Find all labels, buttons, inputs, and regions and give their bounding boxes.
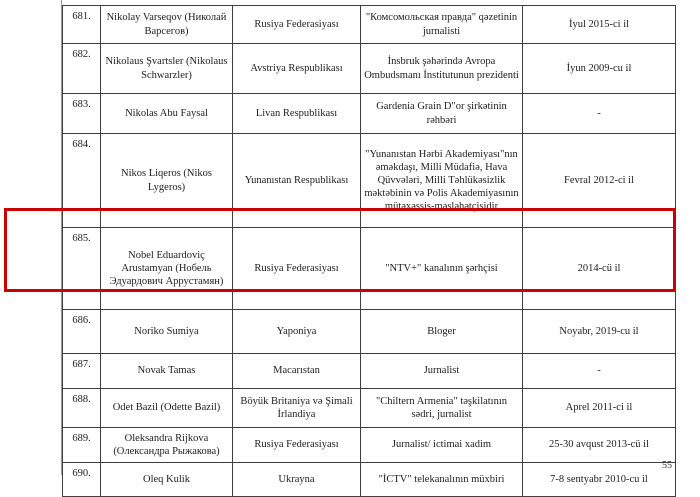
date: Aprel 2011-ci il <box>523 389 676 428</box>
occupation: "NTV+" kanalının şərhçisi <box>361 228 523 310</box>
row-number: 686. <box>63 310 101 354</box>
person-name: Nikolay Varseqov (Николай Варсегов) <box>101 6 233 44</box>
date: İyul 2015-ci il <box>523 6 676 44</box>
table-row <box>63 94 676 134</box>
table-body <box>63 6 676 497</box>
person-name: Oleksandra Rijkova (Олександра Рыжакова) <box>101 428 233 463</box>
row-number: 689. <box>63 428 101 463</box>
row-number: 683. <box>63 94 101 134</box>
page-number: 55 <box>662 460 672 471</box>
row-number: 682. <box>63 44 101 94</box>
row-number: 681. <box>63 6 101 44</box>
sanctioned-persons-table <box>62 5 676 497</box>
person-name: Nikolaus Şvartsler (Nikolaus Schwarzler) <box>101 44 233 94</box>
date: Fevral 2012-ci il <box>523 134 676 228</box>
occupation: "Комсомольская правда" qəzetinin jurnalisti <box>361 6 523 44</box>
person-name: Novak Tamas <box>101 354 233 389</box>
date: 7-8 sentyabr 2010-cu il <box>523 463 676 497</box>
occupation: Gardenia Grain D"or şirkətinin rəhbəri <box>361 94 523 134</box>
table-row-highlighted <box>63 228 676 310</box>
occupation: Bloger <box>361 310 523 354</box>
country: Ukrayna <box>233 463 361 497</box>
country: Böyük Britaniya və Şimali İrlandiya <box>233 389 361 428</box>
date: İyun 2009-cu il <box>523 44 676 94</box>
table-row <box>63 463 676 497</box>
table-row <box>63 6 676 44</box>
occupation: "Yunanıstan Hərbi Akademiyası"nın əməkdaşı, Milli Müdafiə, Hava Qüvvələri, Milli Təhlükəsizlik məktəbinin və Polis Akademiyasının mütəxəssis-məsləhətçisidir <box>361 134 523 228</box>
person-name: Nikolas Abu Faysal <box>101 94 233 134</box>
row-number: 684. <box>63 134 101 228</box>
occupation: İnsbruk şəhərində Avropa Ombudsmanı İnstitutunun prezidenti <box>361 44 523 94</box>
date: - <box>523 94 676 134</box>
country: Yunanıstan Respublikası <box>233 134 361 228</box>
country: Rusiya Federasiyası <box>233 428 361 463</box>
country: Yaponiya <box>233 310 361 354</box>
table-row <box>63 310 676 354</box>
person-name: Nobel Eduardoviç Arustamyan (Нобель Эдуардович Аррустамян) <box>101 228 233 310</box>
person-name: Oleq Kulik <box>101 463 233 497</box>
occupation: Jurnalist <box>361 354 523 389</box>
table-row <box>63 389 676 428</box>
date: Noyabr, 2019-cu il <box>523 310 676 354</box>
occupation: "İCTV" telekanalının müxbiri <box>361 463 523 497</box>
person-name: Nikos Liqeros (Nikos Lygeros) <box>101 134 233 228</box>
row-number: 685. <box>63 228 101 310</box>
row-number: 687. <box>63 354 101 389</box>
occupation: Jurnalist/ ictimai xadim <box>361 428 523 463</box>
table-row <box>63 44 676 94</box>
country: Rusiya Federasiyası <box>233 6 361 44</box>
country: Rusiya Federasiyası <box>233 228 361 310</box>
table-row <box>63 134 676 228</box>
person-name: Odet Bazil (Odette Bazil) <box>101 389 233 428</box>
country: Livan Respublikası <box>233 94 361 134</box>
country: Macarıstan <box>233 354 361 389</box>
person-name: Noriko Sumiya <box>101 310 233 354</box>
date: - <box>523 354 676 389</box>
table-row <box>63 428 676 463</box>
country: Avstriya Respublikası <box>233 44 361 94</box>
occupation: "Chiltern Armenia" təşkilatının sədri, jurnalist <box>361 389 523 428</box>
date: 2014-cü il <box>523 228 676 310</box>
row-number: 690. <box>63 463 101 497</box>
table-row <box>63 354 676 389</box>
date: 25-30 avqust 2013-cü il <box>523 428 676 463</box>
row-number: 688. <box>63 389 101 428</box>
